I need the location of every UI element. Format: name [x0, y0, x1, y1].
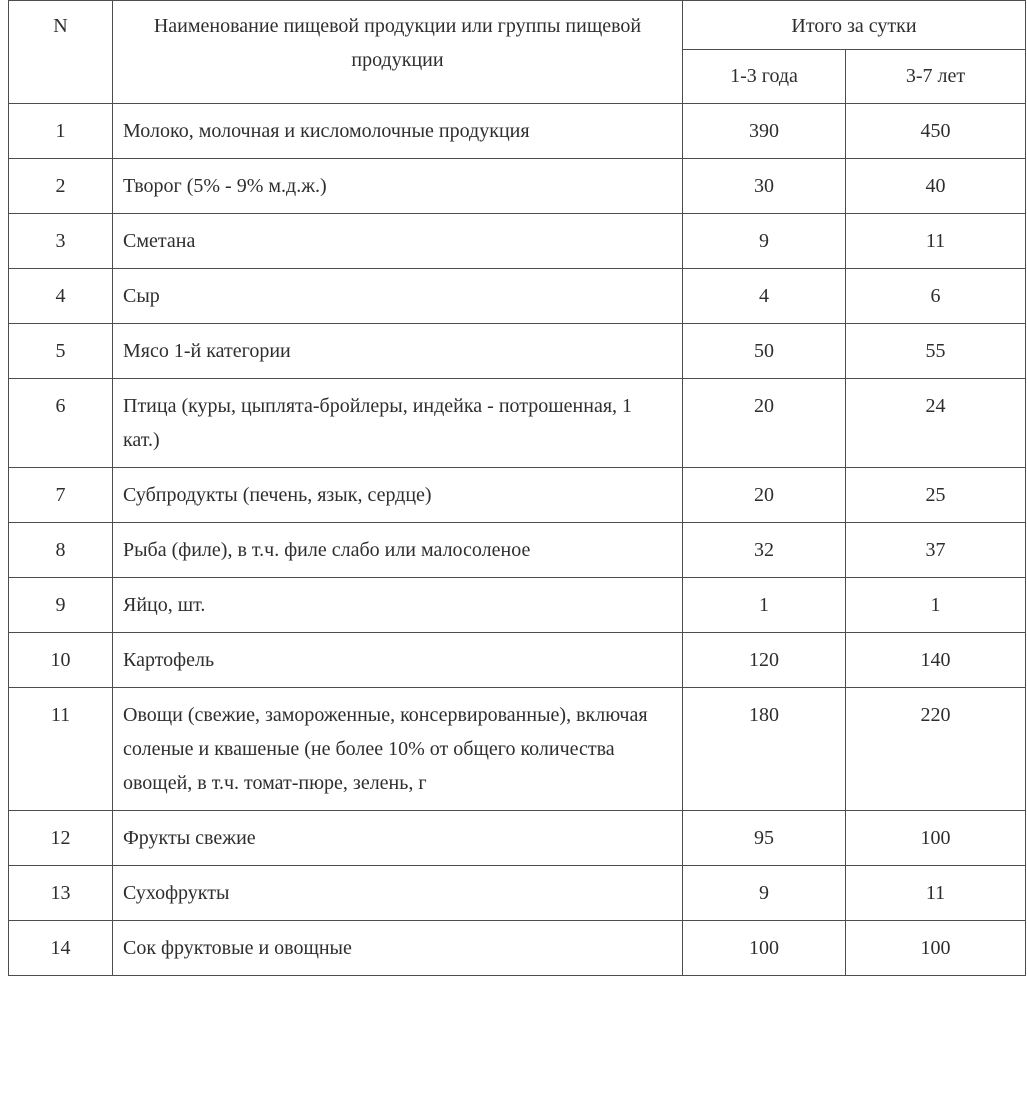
- value-age-3-7: 1: [846, 578, 1026, 633]
- header-number: N: [9, 1, 113, 104]
- table-row: [9, 921, 1026, 976]
- product-name: Сок фруктовые и овощные: [113, 921, 683, 976]
- product-name: Сухофрукты: [113, 866, 683, 921]
- table-row: [9, 866, 1026, 921]
- product-name: Мясо 1-й категории: [113, 324, 683, 379]
- value-age-3-7: 100: [846, 921, 1026, 976]
- table-row: [9, 324, 1026, 379]
- food-norms-table: [8, 0, 1026, 976]
- value-age-1-3: 9: [683, 214, 846, 269]
- product-name: Яйцо, шт.: [113, 578, 683, 633]
- header-row-top: [9, 1, 1026, 50]
- row-number: 13: [9, 866, 113, 921]
- row-number: 14: [9, 921, 113, 976]
- table-row: [9, 379, 1026, 468]
- value-age-3-7: 450: [846, 104, 1026, 159]
- table-row: [9, 269, 1026, 324]
- table-body: [9, 104, 1026, 976]
- row-number: 7: [9, 468, 113, 523]
- product-name: Субпродукты (печень, язык, сердце): [113, 468, 683, 523]
- value-age-1-3: 50: [683, 324, 846, 379]
- table-row: [9, 688, 1026, 811]
- table-row: [9, 468, 1026, 523]
- value-age-1-3: 30: [683, 159, 846, 214]
- value-age-3-7: 55: [846, 324, 1026, 379]
- header-product-name: Наименование пищевой продукции или группы пищевой продукции: [113, 1, 683, 104]
- value-age-3-7: 40: [846, 159, 1026, 214]
- product-name: Картофель: [113, 633, 683, 688]
- product-name: Птица (куры, цыплята-бройлеры, индейка - потрошенная, 1 кат.): [113, 379, 683, 468]
- value-age-1-3: 1: [683, 578, 846, 633]
- value-age-3-7: 100: [846, 811, 1026, 866]
- value-age-3-7: 37: [846, 523, 1026, 578]
- table-row: [9, 159, 1026, 214]
- product-name: Творог (5% - 9% м.д.ж.): [113, 159, 683, 214]
- row-number: 12: [9, 811, 113, 866]
- table-row: [9, 523, 1026, 578]
- row-number: 9: [9, 578, 113, 633]
- product-name: Овощи (свежие, замороженные, консервированные), включая соленые и квашеные (не более 10% от общего количества овощей, в т.ч. томат-пюре, зелень, г: [113, 688, 683, 811]
- row-number: 2: [9, 159, 113, 214]
- value-age-1-3: 120: [683, 633, 846, 688]
- table-row: [9, 104, 1026, 159]
- table-row: [9, 811, 1026, 866]
- row-number: 11: [9, 688, 113, 811]
- row-number: 1: [9, 104, 113, 159]
- product-name: Сыр: [113, 269, 683, 324]
- value-age-1-3: 390: [683, 104, 846, 159]
- product-name: Рыба (филе), в т.ч. филе слабо или малосоленое: [113, 523, 683, 578]
- value-age-3-7: 11: [846, 214, 1026, 269]
- row-number: 10: [9, 633, 113, 688]
- table-row: [9, 214, 1026, 269]
- table-header: [9, 1, 1026, 104]
- row-number: 4: [9, 269, 113, 324]
- table-row: [9, 633, 1026, 688]
- value-age-1-3: 180: [683, 688, 846, 811]
- value-age-3-7: 6: [846, 269, 1026, 324]
- value-age-1-3: 20: [683, 379, 846, 468]
- value-age-3-7: 140: [846, 633, 1026, 688]
- value-age-3-7: 25: [846, 468, 1026, 523]
- value-age-1-3: 4: [683, 269, 846, 324]
- table-row: [9, 578, 1026, 633]
- value-age-1-3: 95: [683, 811, 846, 866]
- header-age-3-7: 3-7 лет: [846, 50, 1026, 104]
- value-age-3-7: 220: [846, 688, 1026, 811]
- row-number: 6: [9, 379, 113, 468]
- header-age-1-3: 1-3 года: [683, 50, 846, 104]
- value-age-3-7: 24: [846, 379, 1026, 468]
- product-name: Молоко, молочная и кисломолочные продукция: [113, 104, 683, 159]
- value-age-1-3: 32: [683, 523, 846, 578]
- row-number: 3: [9, 214, 113, 269]
- value-age-1-3: 100: [683, 921, 846, 976]
- value-age-3-7: 11: [846, 866, 1026, 921]
- product-name: Фрукты свежие: [113, 811, 683, 866]
- row-number: 5: [9, 324, 113, 379]
- row-number: 8: [9, 523, 113, 578]
- header-total-per-day: Итого за сутки: [683, 1, 1026, 50]
- product-name: Сметана: [113, 214, 683, 269]
- value-age-1-3: 20: [683, 468, 846, 523]
- value-age-1-3: 9: [683, 866, 846, 921]
